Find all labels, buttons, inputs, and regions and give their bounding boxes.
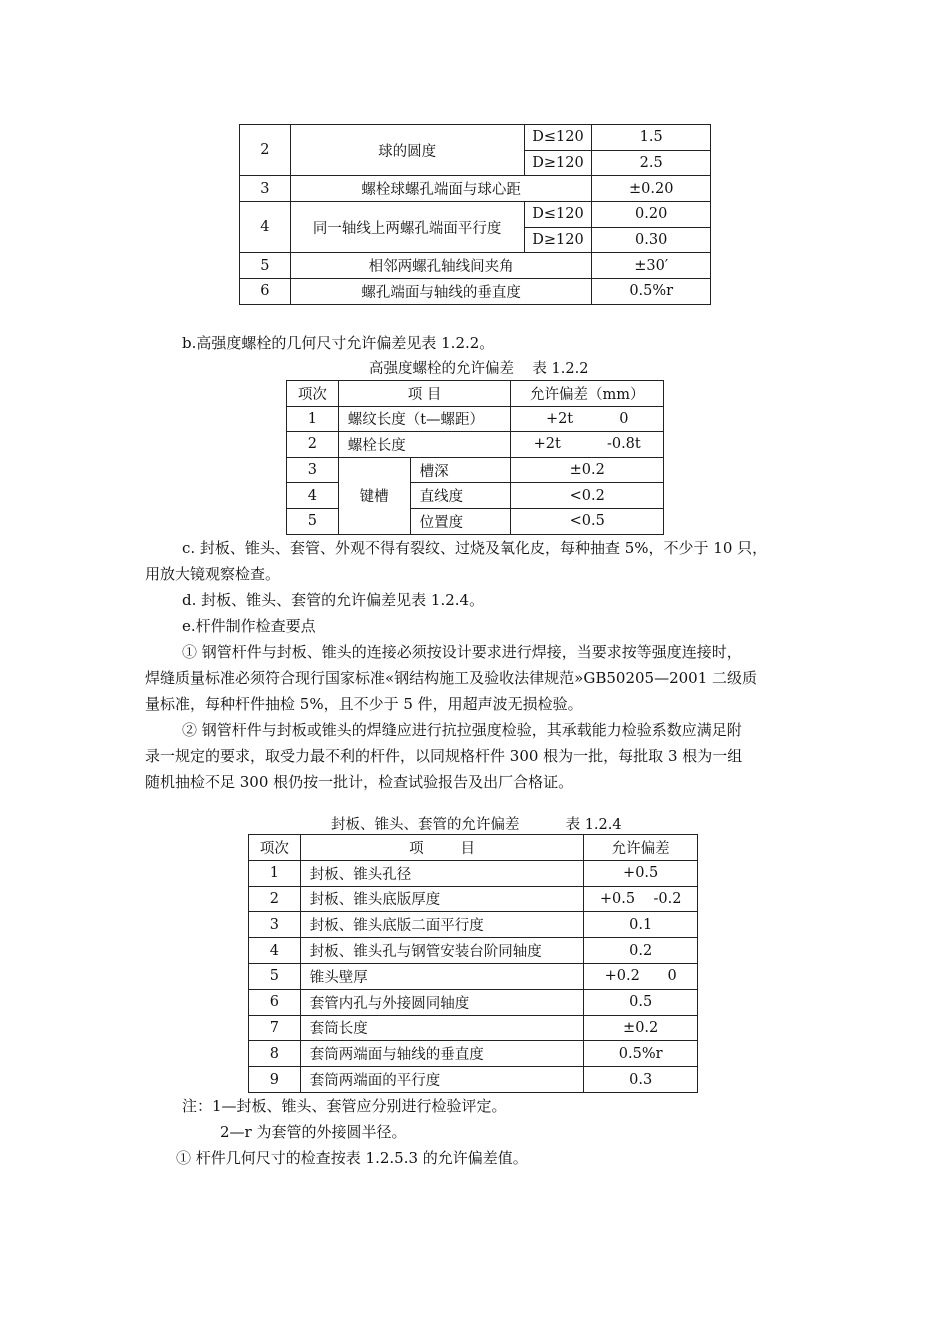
table-row: 6 螺孔端面与轴线的垂直度 0.5%r xyxy=(240,279,711,305)
paragraph-e1-line2: 焊缝质量标准必须符合现行国家标准«钢结构施工及验收法律规范»GB50205—2001 二级质 xyxy=(145,669,758,687)
table-row: 2 封板、锥头底版厚度 +0.5 -0.2 xyxy=(249,886,698,912)
table-row: 5 位置度 <0.5 xyxy=(287,508,664,534)
table-row: 3 封板、锥头底版二面平行度 0.1 xyxy=(249,912,698,938)
paragraph-e2-line2: 录一规定的要求，取受力最不利的杆件，以同规格杆件 300 根为一批，每批取 3 根为一组 xyxy=(145,747,743,765)
table-row: 8 套筒两端面与轴线的垂直度 0.5%r xyxy=(249,1041,698,1067)
keyway-group-label: 键槽 xyxy=(338,457,410,534)
paragraph-last: ① 杆件几何尺寸的检查按表 1.2.5.3 的允许偏差值。 xyxy=(176,1149,528,1167)
table-row: D≥120 0.30 xyxy=(240,227,711,253)
table-header-row: 项次 项 目 允许偏差（mm） xyxy=(287,381,664,407)
table-row: 3 键槽 槽深 ±0.2 xyxy=(287,457,664,483)
paragraph-e1-line3: 量标准，每种杆件抽检 5%，且不少于 5 件，用超声波无损检验。 xyxy=(145,695,583,713)
table-row: 2 螺栓长度 +2t -0.8t xyxy=(287,432,664,458)
paragraph-d: d. 封板、锥头、套管的允许偏差见表 1.2.4。 xyxy=(182,591,485,609)
table-row: 9 套筒两端面的平行度 0.3 xyxy=(249,1067,698,1093)
paragraph-e: e.杆件制作检查要点 xyxy=(182,617,316,635)
table-header-row: 项次 项 目 允许偏差 xyxy=(249,835,698,861)
table-row: 5 锥头壁厚 +0.2 0 xyxy=(249,963,698,989)
table-row: D≥120 2.5 xyxy=(240,150,711,176)
paragraph-c-line1: c. 封板、锥头、套管、外观不得有裂纹、过烧及氧化皮，每种抽查 5%，不少于 10 只， xyxy=(182,539,768,557)
paragraph-e1-line1: ① 钢管杆件与封板、锥头的连接必须按设计要求进行焊接，当要求按等强度连接时， xyxy=(182,643,742,661)
table-row: 2 球的圆度 D≤120 1.5 xyxy=(240,125,711,151)
paragraph-e2-line1: ② 钢管杆件与封板或锥头的焊缝应进行抗拉强度检验，其承载能力检验系数应满足附 xyxy=(182,721,742,739)
table-caption-1-2-4: 封板、锥头、套管的允许偏差 表 1.2.4 xyxy=(331,817,622,833)
table-row: 1 螺纹长度（t—螺距） +2t 0 xyxy=(287,406,664,432)
note-2: 2—r 为套管的外接圆半径。 xyxy=(220,1123,407,1141)
table-row: 3 螺栓球螺孔端面与球心距 ±0.20 xyxy=(240,176,711,202)
table-row: 7 套筒长度 ±0.2 xyxy=(249,1015,698,1041)
paragraph-e2-line3: 随机抽检不足 300 根仍按一批计，检查试验报告及出厂合格证。 xyxy=(145,773,574,791)
sleeve-tolerance-table xyxy=(248,834,698,1093)
table-row: 4 直线度 <0.2 xyxy=(287,483,664,509)
table-row: 1 封板、锥头孔径 +0.5 xyxy=(249,860,698,886)
paragraph-c-line2: 用放大镜观察检查。 xyxy=(145,565,281,583)
paragraph-b: b.高强度螺栓的几何尺寸允许偏差见表 1.2.2。 xyxy=(182,334,495,352)
note-1: 注：1—封板、锥头、套管应分别进行检验评定。 xyxy=(182,1097,507,1115)
ball-tolerance-table xyxy=(239,124,711,305)
table-row: 4 同一轴线上两螺孔端面平行度 D≤120 0.20 xyxy=(240,202,711,228)
bolt-tolerance-table xyxy=(286,380,664,535)
table-row: 6 套管内孔与外接圆同轴度 0.5 xyxy=(249,989,698,1015)
table-caption-1-2-2: 高强度螺栓的允许偏差 表 1.2.2 xyxy=(369,361,589,377)
table-row: 4 封板、锥头孔与钢管安装台阶同轴度 0.2 xyxy=(249,938,698,964)
table-row: 5 相邻两螺孔轴线间夹角 ±30′ xyxy=(240,253,711,279)
